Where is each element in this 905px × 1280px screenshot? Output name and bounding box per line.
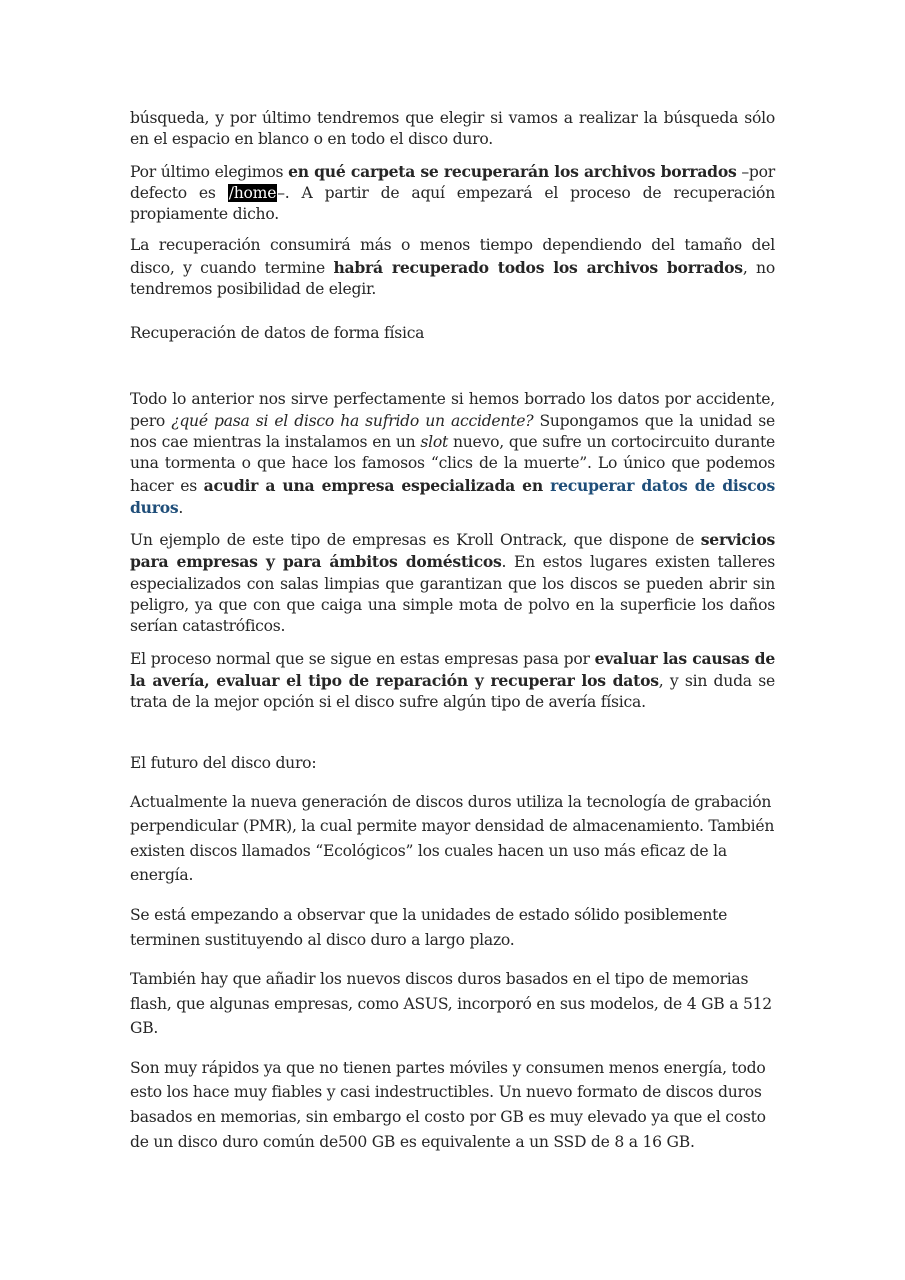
- text: . En estos lugares existen talleres especializados con salas limpias que garantizan que los discos se pueden abrir sin peligro, ya que con que caiga una simple mota de polvo en la superficie los daños serían catastróficos.: [130, 553, 775, 636]
- paragraph-pmr: Actualmente la nueva generación de discos duros utiliza la tecnología de grabación perpendicular (PMR), la cual permite mayor densidad de almacenamiento. También existen discos llamados “Ecológicos” los cuales hacen un uso más eficaz de la energía.: [130, 792, 775, 885]
- text: nuevo, que sufre un cortocircuito durante una tormenta o que hace los famosos “clics de la muerte”. Lo único que podemos hacer es: [130, 432, 776, 495]
- paragraph-kroll-ontrack: [130, 529, 775, 637]
- bold-text: acudir a una empresa especializada en: [203, 475, 551, 495]
- text: , no tendremos posibilidad de elegir.: [130, 258, 775, 299]
- bold-text: en qué carpeta se recuperarán los archivos borrados: [288, 161, 737, 181]
- document-page: [130, 108, 775, 1154]
- bold-text: servicios para empresas y para ámbitos domésticos: [130, 530, 775, 572]
- text: –. A partir de aquí empezará el proceso de recuperación propiamente dicho.: [130, 183, 775, 224]
- text: El proceso normal que se sigue en estas empresas pasa por: [130, 649, 595, 668]
- paragraph-ssd: Se está empezando a observar que la unidades de estado sólido posiblemente terminen sustituyendo al disco duro a largo plazo.: [130, 905, 728, 949]
- text: –por defecto es: [130, 162, 775, 202]
- italic-text: ¿qué pasa si el disco ha sufrido un accidente?: [171, 411, 534, 430]
- paragraph-speed: Son muy rápidos ya que no tienen partes móviles y consumen menos energía, todo esto los hace muy fiables y casi indestructibles. Un nuevo formato de discos duros basados en memorias, sin embargo el costo por GB es muy elevado ya que el costo de un disco duro común de500 GB es equivalente a un SSD de 8 a 16 GB.: [130, 1058, 766, 1151]
- bold-text: habrá recuperado todos los archivos borrados: [333, 257, 743, 277]
- text: Por último elegimos: [130, 162, 289, 181]
- section-heading-future: El futuro del disco duro:: [130, 753, 317, 772]
- paragraph-destination-folder: [130, 161, 775, 226]
- italic-text: slot: [420, 432, 449, 451]
- text: Todo lo anterior nos sirve perfectamente si hemos borrado los datos por accidente, pero: [130, 390, 775, 430]
- text: , y sin duda se trata de la mejor opción si el disco sufre algún tipo de avería física.: [130, 671, 775, 712]
- bold-text: evaluar las causas de la avería, evaluar el tipo de reparación y recuperar los datos: [130, 648, 775, 690]
- text: Un ejemplo de este tipo de empresas es Kroll Ontrack, que dispone de: [130, 531, 701, 550]
- recover-data-link[interactable]: recuperar datos de discos duros: [130, 475, 775, 517]
- paragraph-flash: También hay que añadir los nuevos discos duros basados en el tipo de memorias flash, que algunas empresas, como ASUS, incorporó en sus modelos, de 4 GB a 512 GB.: [130, 970, 772, 1038]
- text: Supongamos que la unidad se nos cae mientras la instalamos en un: [130, 411, 776, 451]
- text: La recuperación consumirá más o menos tiempo dependiendo del tamaño del disco, y cuando termine: [130, 236, 775, 277]
- paragraph-search-scope: búsqueda, y por último tendremos que elegir si vamos a realizar la búsqueda sólo en el espacio en blanco o en todo el disco duro.: [130, 109, 775, 149]
- paragraph-physical-accident: [130, 389, 775, 519]
- section-heading-physical-recovery: Recuperación de datos de forma física: [130, 324, 425, 343]
- paragraph-process: [130, 648, 775, 714]
- paragraph-recovery-time: [130, 235, 775, 300]
- highlighted-path: /home: [228, 183, 277, 202]
- text: .: [178, 498, 184, 517]
